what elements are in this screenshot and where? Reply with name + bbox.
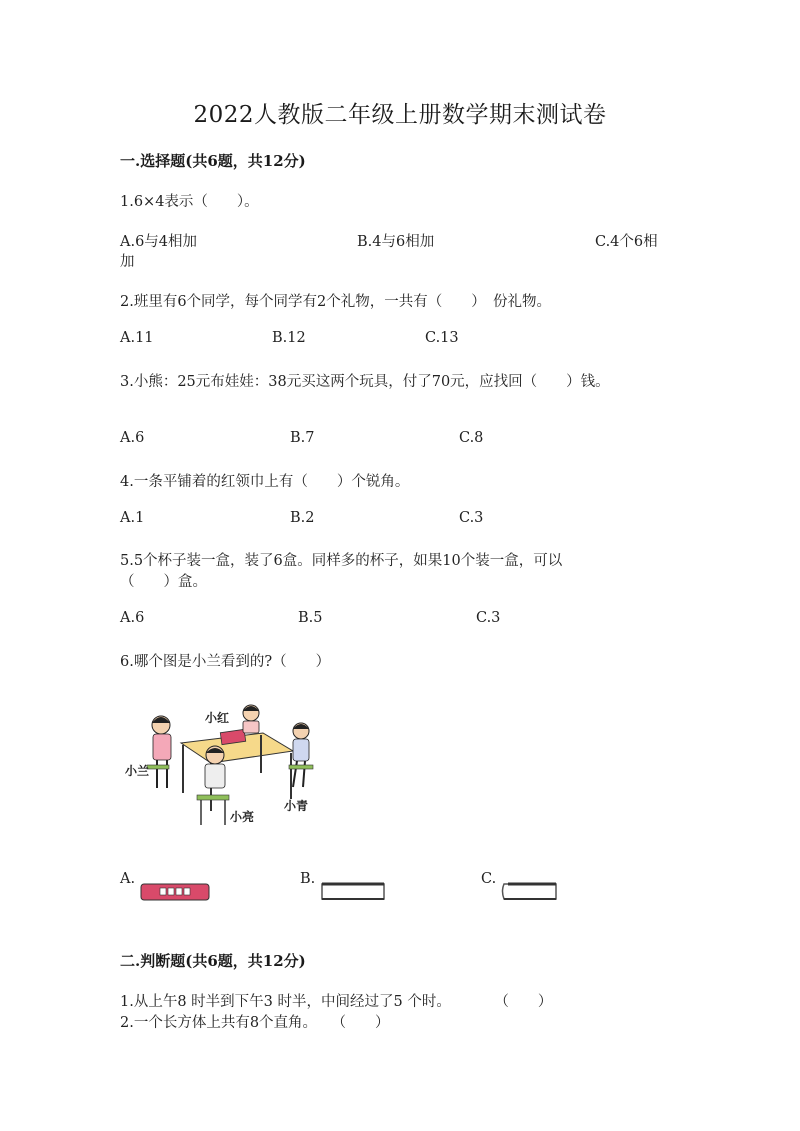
question-1: 1.6×4表示（ ）。	[120, 194, 259, 210]
question-2: 2.班里有6个同学，每个同学有2个礼物，一共有（ ） 份礼物。	[120, 294, 552, 310]
question-4-option-c: C.3	[459, 510, 484, 526]
section-1-header: 一.选择题(共6题，共12分)	[120, 152, 306, 170]
question-6-option-b: B.	[300, 871, 316, 887]
question-3-option-c: C.8	[459, 430, 484, 446]
question-4-option-a: A.1	[120, 510, 145, 526]
section-2-header: 二.判断题(共6题，共12分)	[120, 952, 306, 970]
question-3: 3.小熊：25元布娃娃：38元买这两个玩具，付了70元，应找回（ ）钱。	[120, 374, 610, 390]
question-6: 6.哪个图是小兰看到的?（ ）	[120, 654, 331, 670]
question-6-option-c: C.	[481, 871, 497, 887]
question-2-option-a: A.11	[120, 330, 154, 346]
figure-label-xiaoliang: 小亮	[230, 810, 255, 824]
page-title: 2022人教版二年级上册数学期末测试卷	[193, 102, 607, 128]
question-2-option-c: C.13	[425, 330, 459, 346]
question-4: 4.一条平铺着的红领巾上有（ ）个锐角。	[120, 474, 410, 490]
question-6-option-a: A.	[120, 871, 136, 887]
judge-question-2: 2.一个长方体上共有8个直角。 （ ）	[120, 1015, 390, 1031]
figure-label-xiaolan: 小兰	[125, 764, 150, 778]
question-5-wrap: （ ）盒。	[120, 574, 207, 590]
figure-label-xiaohong: 小红	[205, 711, 230, 725]
question-3-option-b: B.7	[290, 430, 315, 446]
option-c-box-icon	[500, 880, 560, 902]
question-2-option-b: B.12	[272, 330, 306, 346]
option-a-box-icon	[140, 882, 210, 902]
question-3-option-a: A.6	[120, 430, 145, 446]
figure-label-xiaoqing: 小青	[284, 799, 309, 813]
question-5-option-b: B.5	[298, 610, 323, 626]
question-1-option-b: B.4与6相加	[357, 234, 435, 250]
question-1-option-c: C.4个6相	[595, 234, 658, 250]
judge-question-1: 1.从上午8 时半到下午3 时半，中间经过了5 个时。 （ ）	[120, 994, 553, 1010]
question-4-option-b: B.2	[290, 510, 315, 526]
question-5-option-a: A.6	[120, 610, 145, 626]
option-b-box-icon	[320, 882, 386, 902]
question-5-option-c: C.3	[476, 610, 501, 626]
question-1-option-c-wrap: 加	[120, 254, 135, 270]
question-5: 5.5个杯子装一盒，装了6盒。同样多的杯子，如果10个装一盒，可以	[120, 553, 563, 569]
question-1-option-a: A.6与4相加	[120, 234, 198, 250]
